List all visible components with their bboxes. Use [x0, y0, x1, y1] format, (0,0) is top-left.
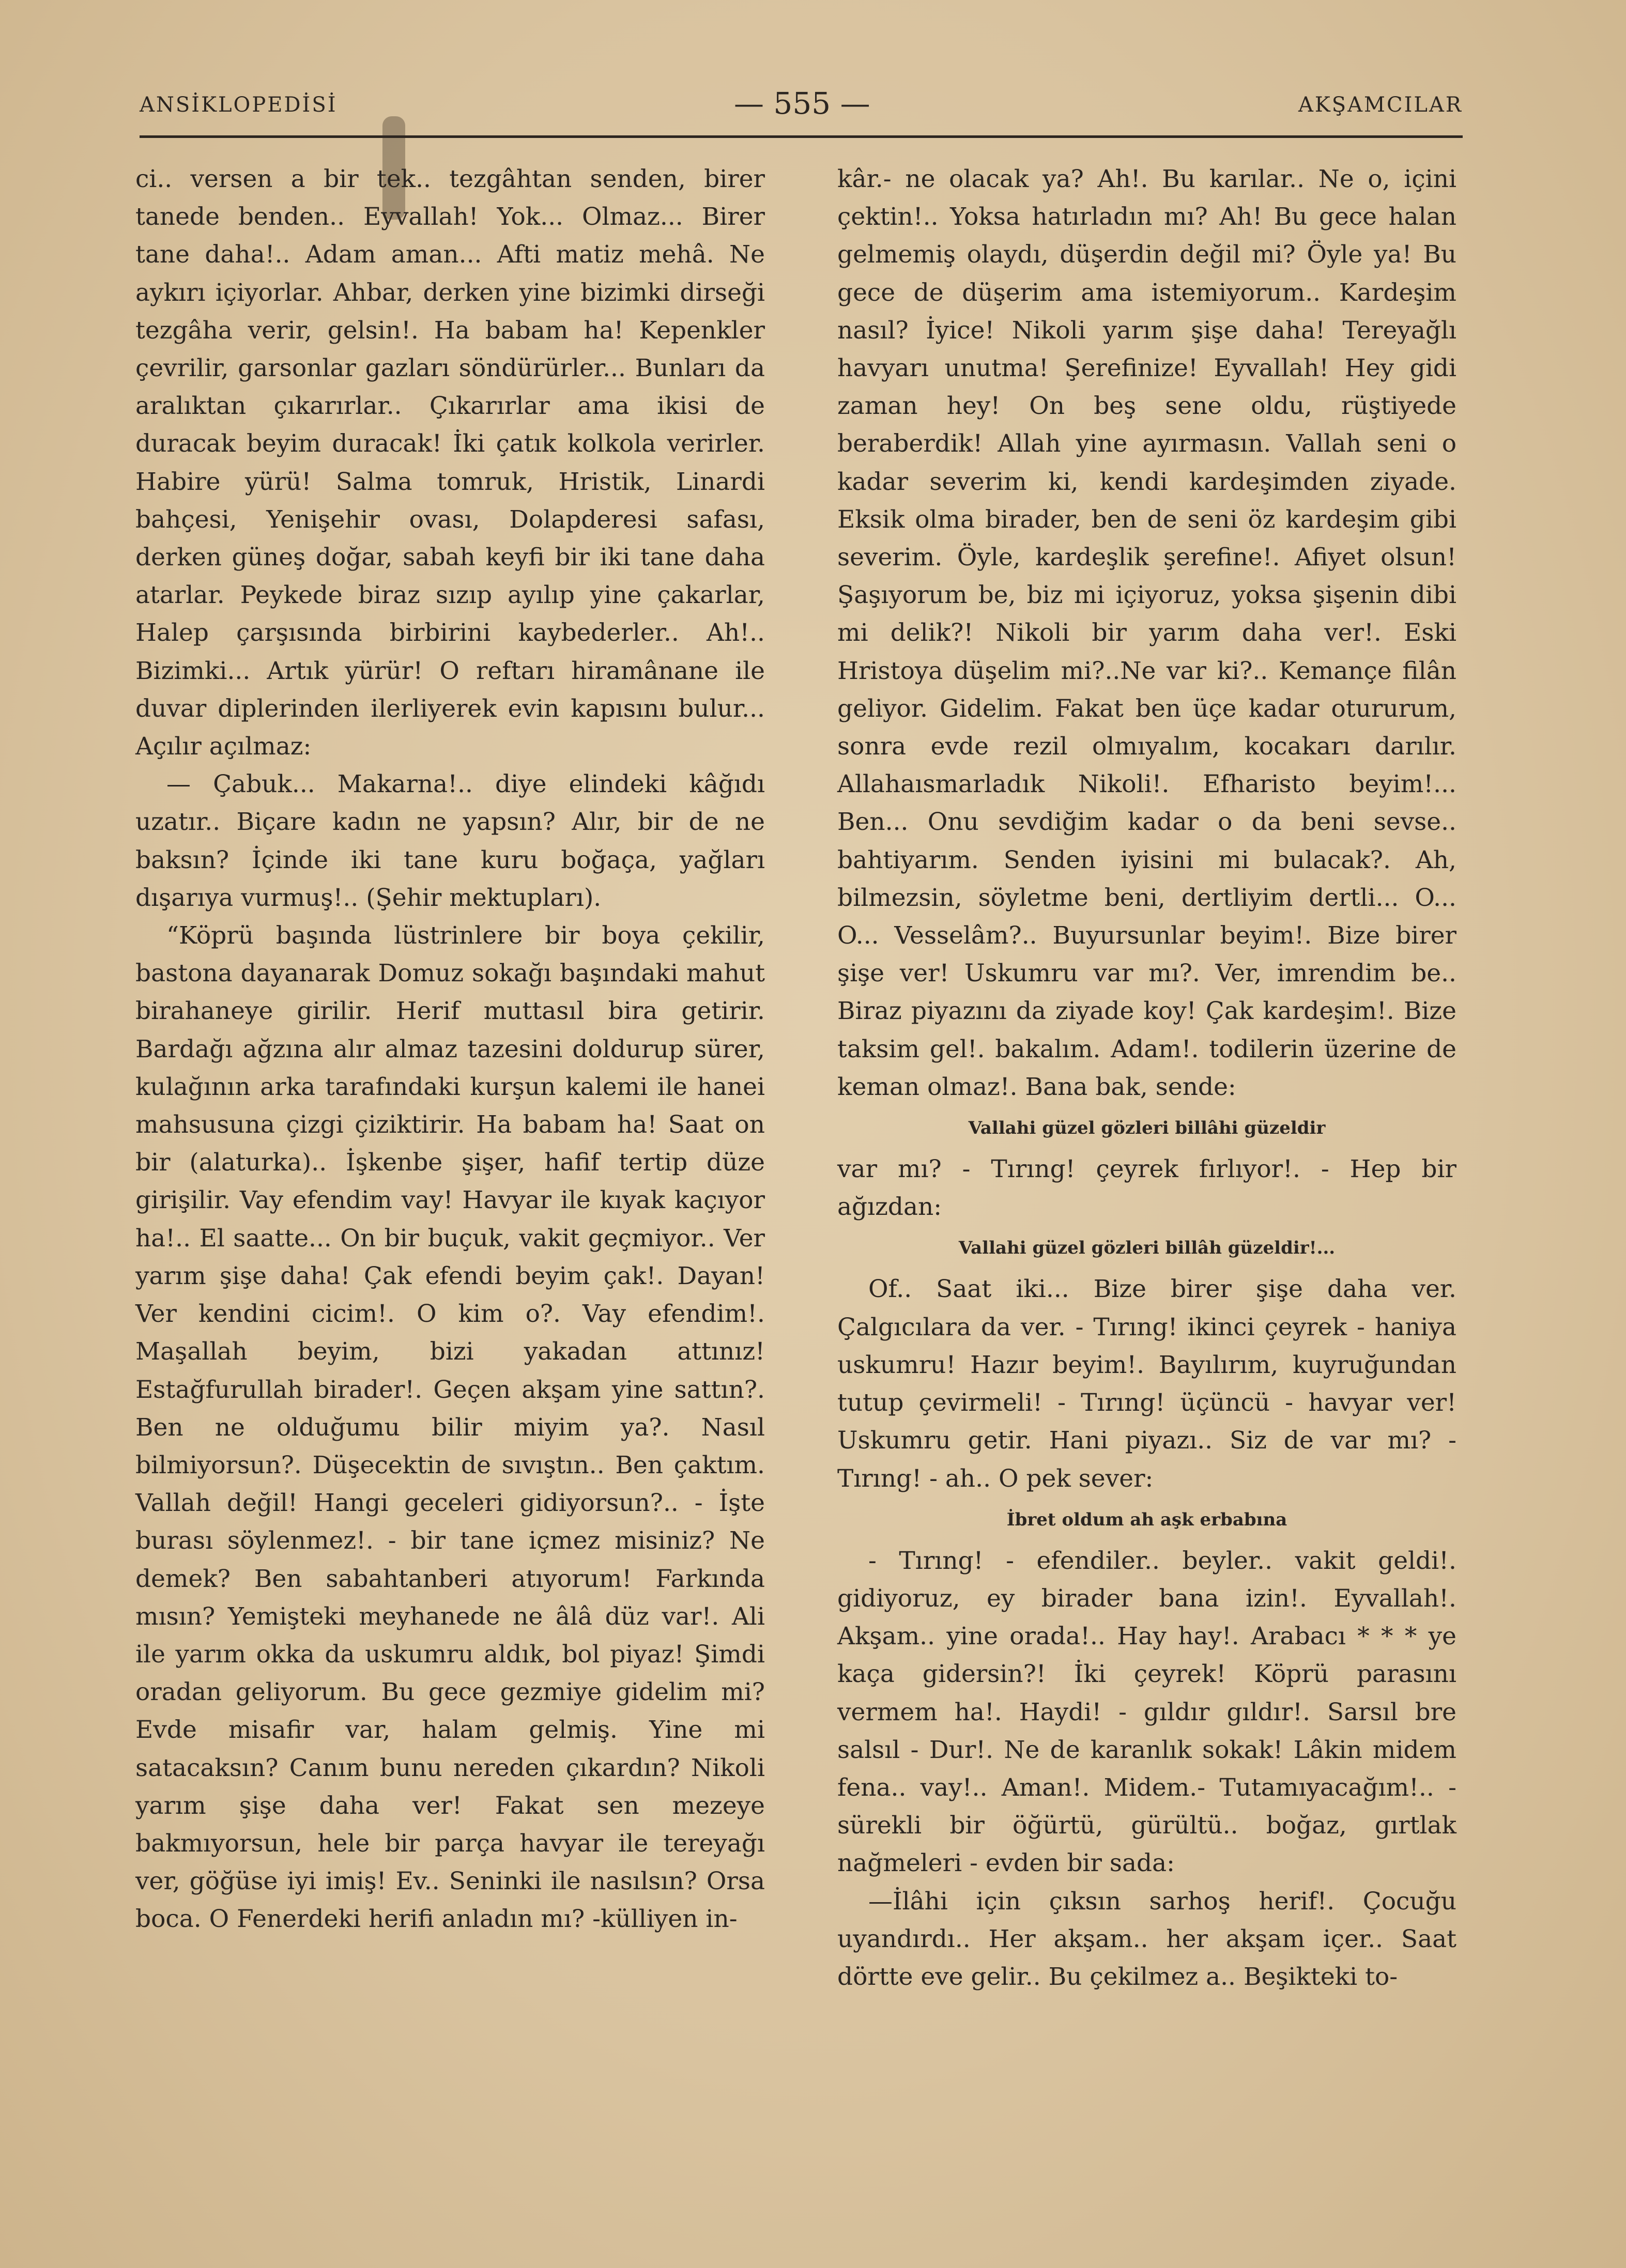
paragraph: var mı? - Tırıng! çeyrek fırlıyor!. - Hep bir ağızdan: [837, 1155, 1456, 1222]
paragraph: “Köprü başında lüstrinlere bir boya çekilir, bastona dayanarak Domuz sokağı başındaki mahut birahaneye girilir. Herif muttasıl bira getirir. Bardağı ağzına alır almaz tazesini doldurup sürer, kulağının arka tarafındaki kurşun kalemi ile hanei mahsusuna çizgi çiziktirir. Ha babam ha! Saat on bir (alaturka).. İşkenbe şişer, hafif tertip düze girişilir. Vay efendim vay! Havyar ile kıyak kaçıyor ha!.. El saatte... On bir buçuk, vakit geçmiyor.. Ver yarım şişe daha! Çak efendi beyim çak!. Dayan! Ver kendini cicim!. O kim o?. Vay efendim!. Maşallah beyim, bizi yakadan attınız! Estağfurullah birader!. Geçen akşam yine sattın?. Ben ne olduğumu bilir miyim ya?. Nasıl bilmiyorsun?. Düşecektin de sıvıştın.. Ben çaktım. Vallah değil! Hangi geceleri gidiyorsun?.. - İşte burası söylenmez!. - bir tane içmez misiniz? Ne demek? Ben sabahtanberi atıyorum! Farkında mısın? Yemişteki meyhanede ne âlâ düz var!. Ali ile yarım okka da uskumru aldık, bol piyaz! Şimdi oradan geliyorum. Bu gece gezmiye gidelim mi? Evde misafir var, halam gelmiş. Yine mi satacaksın? Canım bunu nereden çıkardın? Nikoli yarım şişe daha ver! Fakat sen mezeye bakmıyorsun, hele bir parça havyar ile tereyağı ver, göğüse iyi imiş! Ev.. Seninki ile nasılsın? Orsa boca. O Fenerdeki herifi anladın mı? -külliyen in- [135, 921, 765, 1934]
page-number: — 555 — [734, 86, 870, 121]
paragraph: ci.. versen a bir tek.. tezgâhtan senden, birer tanede benden.. Eyvallah! Yok... Olmaz... Birer tane daha!.. Adam aman... Afti matiz mehâ. Ne aykırı içiyorlar. Ahbar, derken yine bizimki dirseği tezgâha verir, gelsin!. Ha babam ha! Kepenkler çevrilir, garsonlar gazları söndürürler... Bunları da aralıktan çıkarırlar.. Çıkarırlar ama ikisi de duracak beyim duracak! İki çatık kolkola verirler. Habire yürü! Salma tomruk, Hristik, Linardi bahçesi, Yenişehir ovası, Dolapderesi safası, derken güneş doğar, sabah keyfi bir iki tane daha atarlar. Peykede biraz sızıp ayılıp yine çakarlar, Halep çarşısında birbirini kaybederler.. Ah!.. Bizimki... Artık yürür! O reftarı hiramânane ile duvar diplerinden ilerliyerek evin kapısını bulur... Açılır açılmaz: [135, 165, 765, 761]
left-column [135, 160, 765, 1938]
paragraph: — Çabuk... Makarna!.. diye elindeki kâğıdı uzatır.. Biçare kadın ne yapsın? Alır, bir de ne baksın? İçinde iki tane kuru boğaça, yağları dışarıya vurmuş!.. (Şehir mektupları). [135, 770, 765, 912]
running-header [140, 86, 1463, 129]
paragraph: - Tırıng! - efendiler.. beyler.. vakit geldi!. gidiyoruz, ey birader bana izin!. Eyvallah!. Akşam.. yine orada!.. Hay hay!. Arabacı * * * ye kaça gidersin?! İki çeyrek! Köprü parasını vermem ha!. Haydi! - gıldır gıldır!. Sarsıl bre salsıl - Dur!. Ne de karanlık sokak! Lâkin midem fena.. vay!.. Aman!. Midem.- Tutamıyacağım!.. - sürekli bir öğürtü, gürültü.. boğaz, gırtlak nağmeleri - evden bir sada: [837, 1546, 1456, 1878]
paragraph: kâr.- ne olacak ya? Ah!. Bu karılar.. Ne o, içini çektin!.. Yoksa hatırladın mı? Ah! Bu gece halan gelmemiş olaydı, düşerdin değil mi? Öyle ya! Bu gece de düşerim ama istemiyorum.. Kardeşim nasıl? İyice! Nikoli yarım şişe daha! Tereyağlı havyarı unutma! Şerefinize! Eyvallah! Hey gidi zaman hey! On beş sene oldu, rüştiyede beraberdik! Allah yine ayırmasın. Vallah seni o kadar severim ki, kendi kardeşimden ziyade. Eksik olma birader, ben de seni öz kardeşim gibi severim. Öyle, kardeşlik şerefine!. Afiyet olsun! Şaşıyorum be, biz mi içiyoruz, yoksa şişenin dibi mi delik?! Nikoli bir yarım daha ver!. Eski Hristoya düşelim mi?..Ne var ki?.. Kemançe filân geliyor. Gidelim. Fakat ben üçe kadar otururum, sonra evde rezil olmıyalım, kocakarı darılır. Allahaısmarladık Nikoli!. Efharisto beyim!... Ben... Onu sevdiğim kadar o da beni sevse.. bahtiyarım. Senden iyisini mi bulacak?. Ah, bilmezsin, söyletme beni, dertliyim dertli... O... O... Vesselâm?.. Buyursunlar beyim!. Bize birer şişe ver! Uskumru var mı?. Ver, imrendim be.. Biraz piyazını da ziyade koy! Çak kardeşim!. Bize taksim gel!. bakalım. Adam!. todilerin üzerine de keman olmaz!. Bana bak, sende: [837, 165, 1456, 1101]
paragraph: Of.. Saat iki... Bize birer şişe daha ver. Çalgıcılara da ver. - Tırıng! ikinci çeyrek - haniya uskumru! Hazır beyim!. Bayılırım, kuyruğundan tutup çevirmeli! - Tırıng! üçüncü - havyar ver! Uskumru getir. Hani piyazı.. Siz de var mı? - Tırıng! - ah.. O pek sever: [837, 1275, 1456, 1493]
header-right-title: AKŞAMCILAR [1298, 93, 1463, 117]
verse-line: Vallahi güzel gözleri billâh güzeldir!... [958, 1238, 1336, 1259]
verse-line: Vallahi güzel gözleri billâhi güzeldir [968, 1118, 1326, 1139]
header-left-title: ANSİKLOPEDİSİ [140, 93, 338, 117]
paragraph: —İlâhi için çıksın sarhoş herif!. Çocuğu uyandırdı.. Her akşam.. her akşam içer.. Saat dörtte eve gelir.. Bu çekilmez a.. Beşikteki to- [837, 1887, 1456, 1991]
right-column [837, 160, 1456, 1996]
verse-line: İbret oldum ah aşk erbabına [1006, 1509, 1287, 1530]
header-rule [140, 135, 1463, 138]
